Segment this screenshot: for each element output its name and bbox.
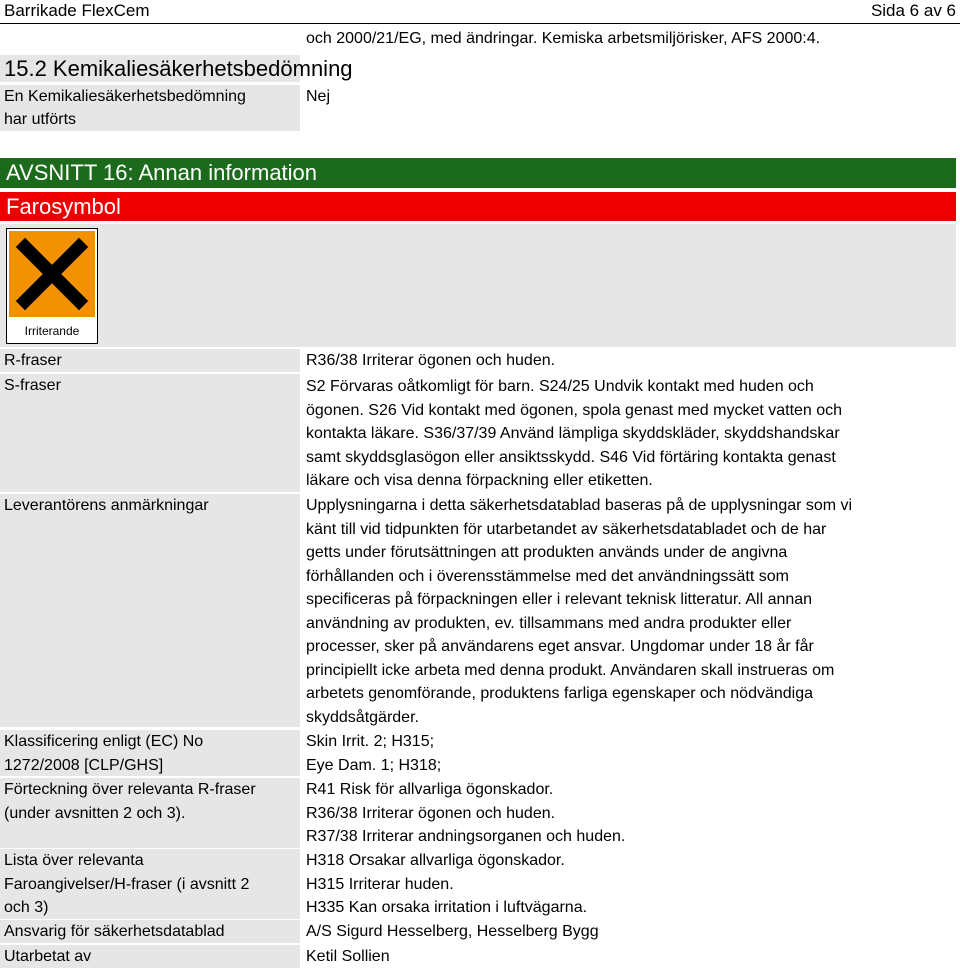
supplier-remarks-label-cell xyxy=(0,494,300,727)
s-phrases-line: läkare och visa denna förpackning eller etiketten. xyxy=(306,472,653,489)
header-divider xyxy=(0,23,960,24)
s-phrases-line: kontakta läkare. S36/37/39 Använd lämpliga skyddskläder, skyddshandskar xyxy=(306,425,840,442)
prepared-by-label: Utarbetat av xyxy=(0,945,300,968)
supplier-remarks-line: specificeras på förpackningen eller i relevant teknisk litteratur. All annan xyxy=(306,591,813,608)
r-phrase-list-label-line1: Förteckning över relevanta R-fraser xyxy=(4,781,256,798)
regulation-continuation-text: och 2000/21/EG, med ändringar. Kemiska arbetsmiljörisker, AFS 2000:4. xyxy=(306,30,821,47)
h-phrase-list-value xyxy=(306,849,906,920)
s-phrases-label: S-fraser xyxy=(4,377,61,394)
s-phrases-label-cell xyxy=(0,374,300,492)
assessment-value: Nej xyxy=(306,88,331,105)
r-phrase-list-item: R41 Risk för allvarliga ögonskador. xyxy=(306,781,554,798)
classification-value-line1: Skin Irrit. 2; H315; xyxy=(306,733,435,750)
supplier-remarks-label: Leverantörens anmärkningar xyxy=(4,497,209,514)
classification-value-line2: Eye Dam. 1; H318; xyxy=(306,756,442,774)
supplier-remarks-line: getts under förutsättningen att produkten används under de angivna xyxy=(306,544,788,561)
classification-label-line2: 1272/2008 [CLP/GHS] xyxy=(4,756,164,774)
supplier-remarks-line: processer, sker på användarens eget ansvar. Ungdomar under 18 år får xyxy=(306,638,814,655)
page-number: Sida 6 av 6 xyxy=(870,1,956,20)
r-phrase-list-label-line2: (under avsnitten 2 och 3). xyxy=(4,804,186,822)
s-phrases-line: ögonen. S26 Vid kontakt med ögonen, spola genast med mycket vatten och xyxy=(306,401,843,419)
farosymbol-heading-bar xyxy=(0,192,956,221)
h-phrase-list-label-line2: Faroangivelser/H-fraser (i avsnitt 2 xyxy=(4,875,250,893)
supplier-remarks-line: principiellt icke arbeta med denna produkt. Användaren skall instrueras om xyxy=(306,661,835,679)
assessment-label-line2: har utförts xyxy=(4,111,77,128)
assessment-label-cell xyxy=(0,85,300,131)
h-phrase-list-label-line3: och 3) xyxy=(4,899,49,916)
h-phrase-list-label-cell xyxy=(0,849,300,919)
r-phrases-value: R36/38 Irriterar ögonen och huden. xyxy=(306,352,556,369)
hazard-symbol-card xyxy=(6,228,98,344)
h-phrase-list-item: H335 Kan orsaka irritation i luftvägarna. xyxy=(306,899,588,916)
s-phrases-value xyxy=(306,375,926,493)
supplier-remarks-value xyxy=(306,494,946,729)
r-phrase-list-value xyxy=(306,778,906,849)
h-phrase-list-item: H315 Irriterar huden. xyxy=(306,875,454,893)
supplier-remarks-line: arbetets genomförande, produktens farliga egenskaper och nödvändiga xyxy=(306,685,814,702)
document-product-name: Barrikade FlexCem xyxy=(4,1,150,20)
supplier-remarks-line: känt till vid tidpunkten för utarbetandet av säkerhetsdatabladet och de har xyxy=(306,520,827,538)
r-phrases-label: R-fraser xyxy=(0,349,300,372)
responsible-label: Ansvarig för säkerhetsdatablad xyxy=(0,920,300,943)
farosymbol-heading: Farosymbol xyxy=(6,194,121,219)
classification-label-line1: Klassificering enligt (EC) No xyxy=(4,733,204,750)
responsible-value: A/S Sigurd Hesselberg, Hesselberg Bygg xyxy=(306,923,599,940)
hazard-symbol-area xyxy=(0,224,956,347)
supplier-remarks-line: förhållanden och i överensstämmelse med det användningssätt som xyxy=(306,567,789,585)
classification-label-cell xyxy=(0,730,300,776)
supplier-remarks-line: Upplysningarna i detta säkerhetsdatablad baseras på de upplysningar som vi xyxy=(306,497,853,514)
section-15-2-heading: 15.2 Kemikaliesäkerhetsbedömning xyxy=(4,56,353,81)
hazard-symbol-caption: Irriterande xyxy=(24,324,80,338)
r-phrase-list-item: R36/38 Irriterar ögonen och huden. xyxy=(306,804,556,822)
s-phrases-line: S2 Förvaras oåtkomligt för barn. S24/25 Undvik kontakt med huden och xyxy=(306,378,814,395)
assessment-label-line1: En Kemikaliesäkerhetsbedömning xyxy=(4,88,246,105)
hazard-x-irritant-icon xyxy=(9,231,95,317)
prepared-by-value: Ketil Sollien xyxy=(306,948,390,965)
supplier-remarks-line: skyddsåtgärder. xyxy=(306,708,419,726)
r-phrase-list-item: R37/38 Irriterar andningsorganen och huden. xyxy=(306,828,626,845)
r-phrase-list-label-cell xyxy=(0,778,300,848)
section-16-heading-bar xyxy=(0,158,956,188)
section-16-heading: AVSNITT 16: Annan information xyxy=(6,160,318,185)
classification-value xyxy=(306,730,906,777)
h-phrase-list-item: H318 Orsakar allvarliga ögonskador. xyxy=(306,852,565,869)
supplier-remarks-line: användning av produkten, ev. tillsammans med andra produkter eller xyxy=(306,614,792,632)
h-phrase-list-label-line1: Lista över relevanta xyxy=(4,852,144,869)
s-phrases-line: samt skyddsglasögon eller ansiktsskydd. S46 Vid förtäring kontakta genast xyxy=(306,448,836,466)
